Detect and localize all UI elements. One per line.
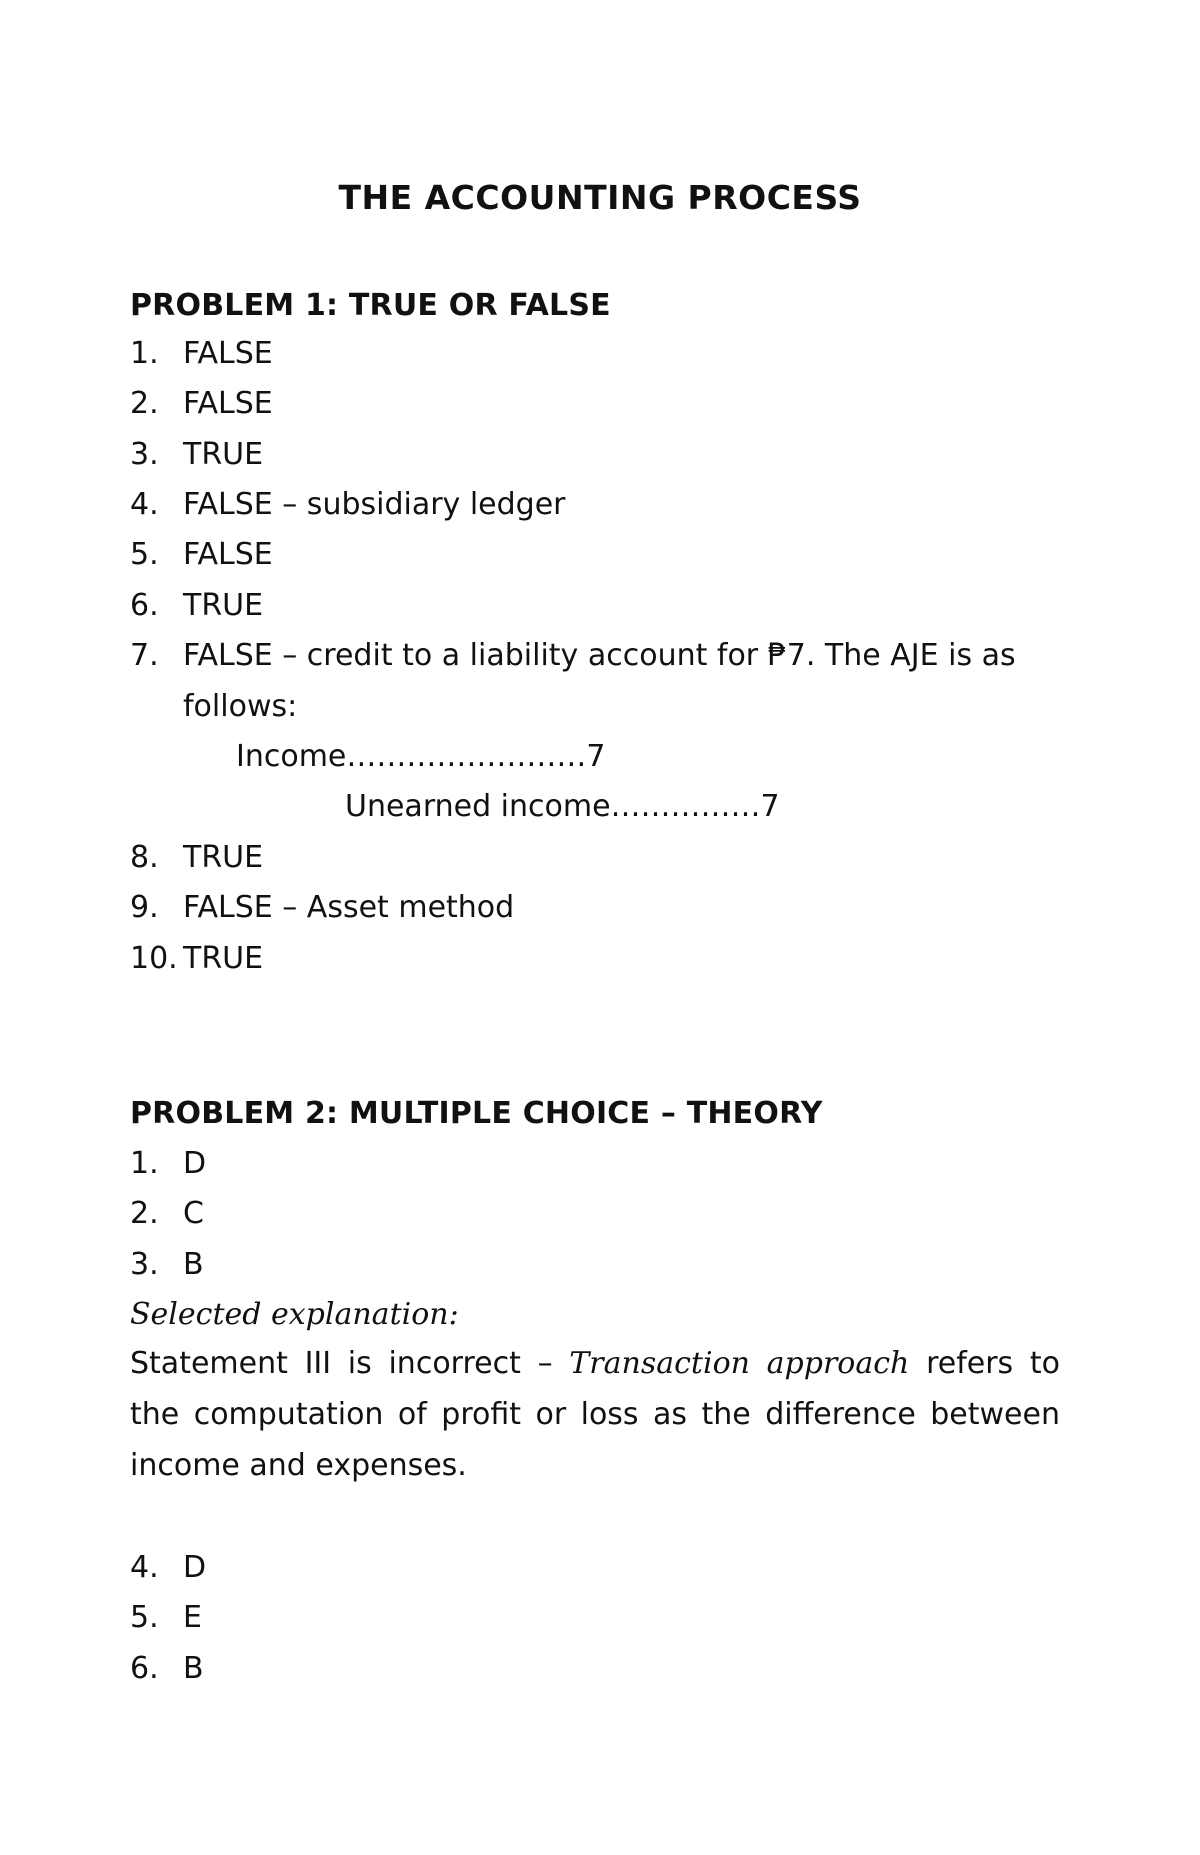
item-number: 5. <box>130 537 159 572</box>
item-number: 1. <box>130 336 159 371</box>
document-title: THE ACCOUNTING PROCESS <box>338 178 862 217</box>
item-answer: TRUE <box>183 840 264 875</box>
item-number: 3. <box>130 1247 159 1282</box>
problem1-item <box>130 537 273 572</box>
item-number: 3. <box>130 437 159 472</box>
item-answer: D <box>183 1550 207 1585</box>
item-number: 8. <box>130 840 159 875</box>
item-answer: B <box>183 1651 204 1686</box>
item-answer: FALSE – Asset method <box>183 890 515 925</box>
item-answer: TRUE <box>183 588 264 623</box>
item-number: 10. <box>130 941 178 976</box>
problem1-item <box>130 336 273 371</box>
problem1-item <box>130 487 566 522</box>
item-answer: D <box>183 1146 207 1181</box>
item-number: 1. <box>130 1146 159 1181</box>
explanation-suffix: refers to the computation of profit or loss as the difference between income and expenses. <box>130 1346 1061 1483</box>
problem1-item <box>130 941 263 976</box>
problem2-item <box>130 1550 206 1585</box>
item-answer: TRUE <box>183 437 264 472</box>
item-number: 7. <box>130 638 159 673</box>
journal-entry-credit: Unearned income……………7 <box>345 789 780 824</box>
item-answer: FALSE – credit to a liability account for ₱7. The AJE is as <box>183 638 1016 673</box>
problem2-item <box>130 1651 204 1686</box>
item-number: 2. <box>130 386 159 421</box>
item-number: 5. <box>130 1600 159 1635</box>
item-number: 6. <box>130 588 159 623</box>
item-number: 4. <box>130 1550 159 1585</box>
problem1-item <box>130 840 263 875</box>
item-number: 9. <box>130 890 159 925</box>
item-answer: B <box>183 1247 204 1282</box>
problem1-heading: PROBLEM 1: TRUE OR FALSE <box>130 288 611 323</box>
item-answer: C <box>183 1196 204 1231</box>
problem2-item <box>130 1247 204 1282</box>
explanation-paragraph <box>130 1338 1060 1491</box>
item-answer: FALSE <box>183 386 273 421</box>
journal-entry-debit: Income……………………7 <box>236 739 606 774</box>
problem1-item <box>130 638 1016 673</box>
item-answer: FALSE – subsidiary ledger <box>183 487 566 522</box>
item-number: 6. <box>130 1651 159 1686</box>
item-number: 2. <box>130 1196 159 1231</box>
item-answer: FALSE <box>183 336 273 371</box>
problem2-item <box>130 1196 204 1231</box>
problem1-item <box>130 437 263 472</box>
problem1-item <box>130 386 273 421</box>
item-number: 4. <box>130 487 159 522</box>
item-answer: FALSE <box>183 537 273 572</box>
item-answer: TRUE <box>183 941 264 976</box>
problem2-item <box>130 1600 202 1635</box>
explanation-label: Selected explanation: <box>130 1297 459 1332</box>
problem2-heading: PROBLEM 2: MULTIPLE CHOICE – THEORY <box>130 1096 823 1131</box>
problem1-item <box>130 890 514 925</box>
problem2-item <box>130 1146 206 1181</box>
problem1-item <box>130 588 263 623</box>
item7-continuation: follows: <box>183 689 298 724</box>
item-answer: E <box>183 1600 202 1635</box>
explanation-emphasis: Transaction approach <box>569 1346 910 1381</box>
explanation-prefix: Statement III is incorrect – <box>130 1346 570 1381</box>
